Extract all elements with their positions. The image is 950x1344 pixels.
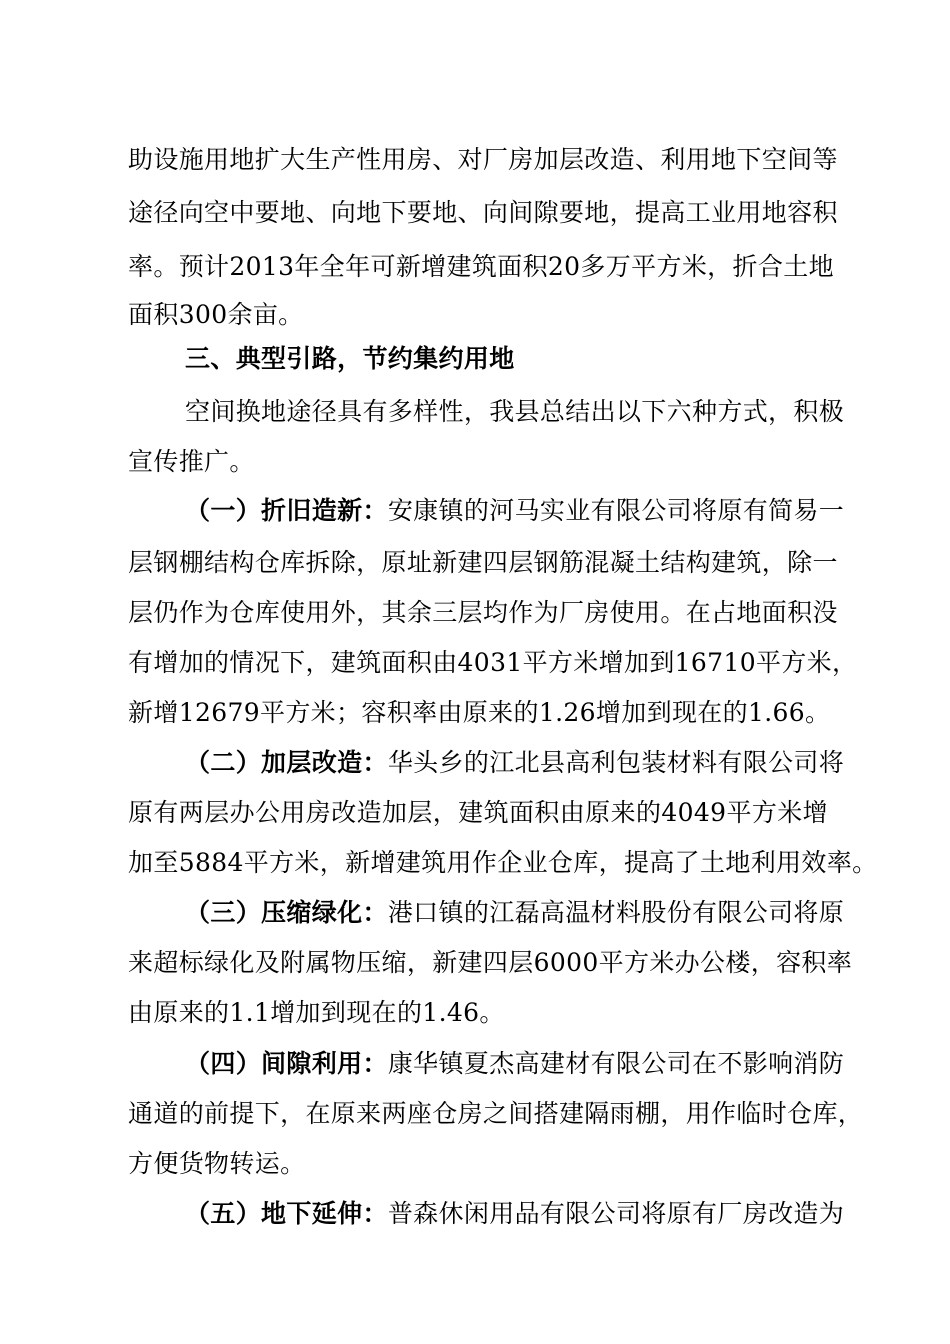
item1-line-4: 有增加的情况下，建筑面积由4031平方米增加到16710平方米， [128,648,858,677]
item2-line-1 [185,746,845,780]
item4-line-3: 方便货物转运。 [128,1149,306,1178]
item4-line-2: 通道的前提下，在原来两座仓房之间搭建隔雨棚，用作临时仓库， [128,1099,864,1128]
item2-line-2: 原有两层办公用房改造加层，建筑面积由原来的4049平方米增 [128,798,828,827]
p2-line-2: 宣传推广。 [128,447,255,476]
item5-text: 普森休闲用品有限公司将原有厂房改造为 [387,1199,845,1228]
p2-line-1: 空间换地途径具有多样性，我县总结出以下六种方式，积极 [185,397,845,426]
item1-line-2: 层钢棚结构仓库拆除，原址新建四层钢筋混凝土结构建筑，除一 [128,548,838,577]
item3-text: 港口镇的江磊高温材料股份有限公司将原 [387,898,845,927]
section-heading: 三、典型引路，节约集约用地 [185,344,515,373]
item2-label: （二）加层改造： [185,748,388,777]
item2-text: 华头乡的江北县高利包装材料有限公司将 [387,748,845,777]
item5-label: （五）地下延伸： [185,1199,388,1228]
p1-line-4: 面积300余亩。 [128,300,304,329]
item1-line-1 [185,494,845,528]
item1-label: （一）折旧造新： [185,496,388,525]
item3-line-3: 由原来的1.1增加到现在的1.46。 [128,998,505,1027]
item5-line-1 [185,1197,845,1231]
p1-line-2: 途径向空中要地、向地下要地、向间隙要地，提高工业用地容积 [128,198,838,227]
p1-line-1: 助设施用地扩大生产性用房、对厂房加层改造、利用地下空间等 [128,145,838,174]
item1-line-5: 新增12679平方米；容积率由原来的1.26增加到现在的1.66。 [128,698,831,727]
item4-line-1 [185,1047,845,1081]
item1-line-3: 层仍作为仓库使用外，其余三层均作为厂房使用。在占地面积没 [128,598,838,627]
p1-line-3: 率。预计2013年全年可新增建筑面积20多万平方米，折合土地 [128,252,834,281]
item2-line-3: 加至5884平方米，新增建筑用作企业仓库，提高了土地利用效率。 [128,848,878,877]
item1-text: 安康镇的河马实业有限公司将原有简易一 [387,496,845,525]
item3-line-1 [185,896,845,930]
item4-text: 康华镇夏杰高建材有限公司在不影响消防 [387,1049,845,1078]
item4-label: （四）间隙利用： [185,1049,388,1078]
item3-label: （三）压缩绿化： [185,898,388,927]
item3-line-2: 来超标绿化及附属物压缩，新建四层6000平方米办公楼，容积率 [128,948,853,977]
